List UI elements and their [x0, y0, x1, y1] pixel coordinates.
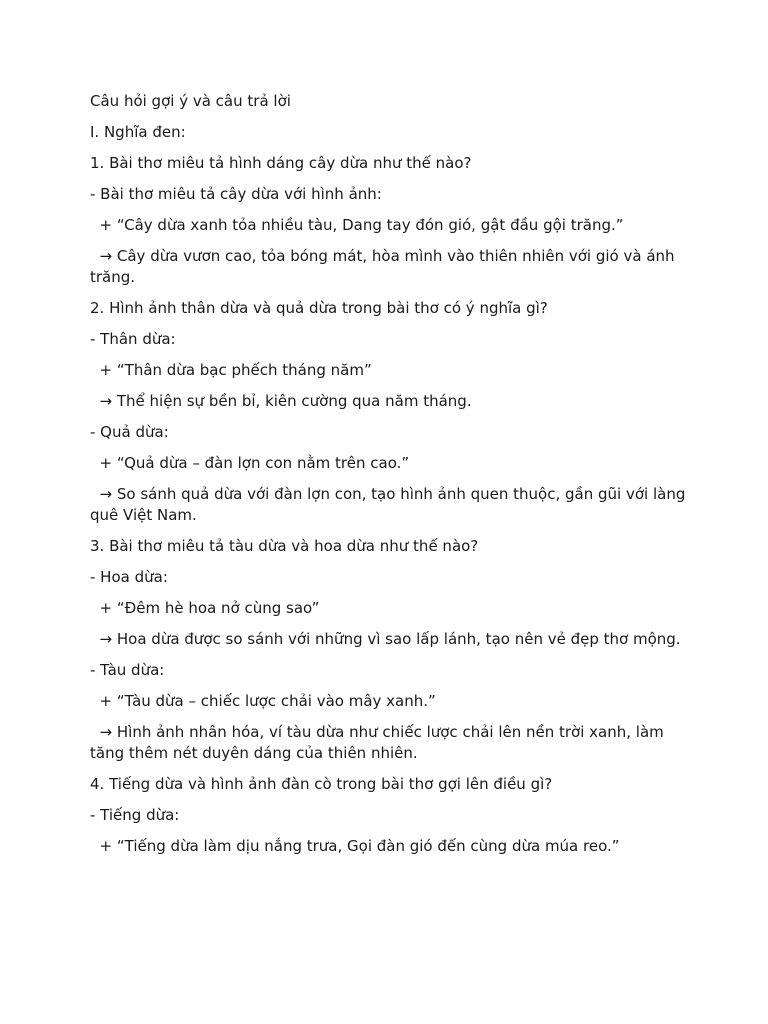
document-body	[90, 91, 690, 867]
quote-line: + “Thân dừa bạc phếch tháng năm”	[90, 361, 372, 379]
answer-line: - Tàu dừa:	[90, 661, 165, 679]
document-title: Câu hỏi gợi ý và câu trả lời	[90, 92, 291, 110]
explanation-line: → Hình ảnh nhân hóa, ví tàu dừa như chiếc lược chải lên nền trời xanh, làm tăng thêm nét duyên dáng của thiên nhiên.	[90, 723, 669, 762]
explanation-line: → Cây dừa vươn cao, tỏa bóng mát, hòa mình vào thiên nhiên với gió và ánh trăng.	[90, 247, 680, 286]
question-4: 4. Tiếng dừa và hình ảnh đàn cò trong bài thơ gợi lên điều gì?	[90, 775, 553, 793]
question-2: 2. Hình ảnh thân dừa và quả dừa trong bài thơ có ý nghĩa gì?	[90, 299, 548, 317]
explanation-line: → So sánh quả dừa với đàn lợn con, tạo hình ảnh quen thuộc, gần gũi với làng quê Việt Nam.	[90, 485, 691, 524]
answer-line: - Quả dừa:	[90, 423, 169, 441]
quote-line: + “Cây dừa xanh tỏa nhiều tàu, Dang tay đón gió, gật đầu gội trăng.”	[90, 216, 624, 234]
quote-line: + “Tiếng dừa làm dịu nắng trưa, Gọi đàn gió đến cùng dừa múa reo.”	[90, 837, 620, 855]
answer-line: - Tiếng dừa:	[90, 806, 180, 824]
answer-line: - Hoa dừa:	[90, 568, 168, 586]
quote-line: + “Tàu dừa – chiếc lược chải vào mây xanh.”	[90, 692, 436, 710]
question-3: 3. Bài thơ miêu tả tàu dừa và hoa dừa như thế nào?	[90, 537, 479, 555]
section-heading: I. Nghĩa đen:	[90, 123, 186, 141]
quote-line: + “Đêm hè hoa nở cùng sao”	[90, 599, 320, 617]
answer-line: - Thân dừa:	[90, 330, 176, 348]
explanation-line: → Thể hiện sự bền bỉ, kiên cường qua năm tháng.	[90, 392, 472, 410]
answer-line: - Bài thơ miêu tả cây dừa với hình ảnh:	[90, 185, 382, 203]
question-1: 1. Bài thơ miêu tả hình dáng cây dừa như thế nào?	[90, 154, 472, 172]
explanation-line: → Hoa dừa được so sánh với những vì sao lấp lánh, tạo nên vẻ đẹp thơ mộng.	[90, 630, 681, 648]
quote-line: + “Quả dừa – đàn lợn con nằm trên cao.”	[90, 454, 410, 472]
